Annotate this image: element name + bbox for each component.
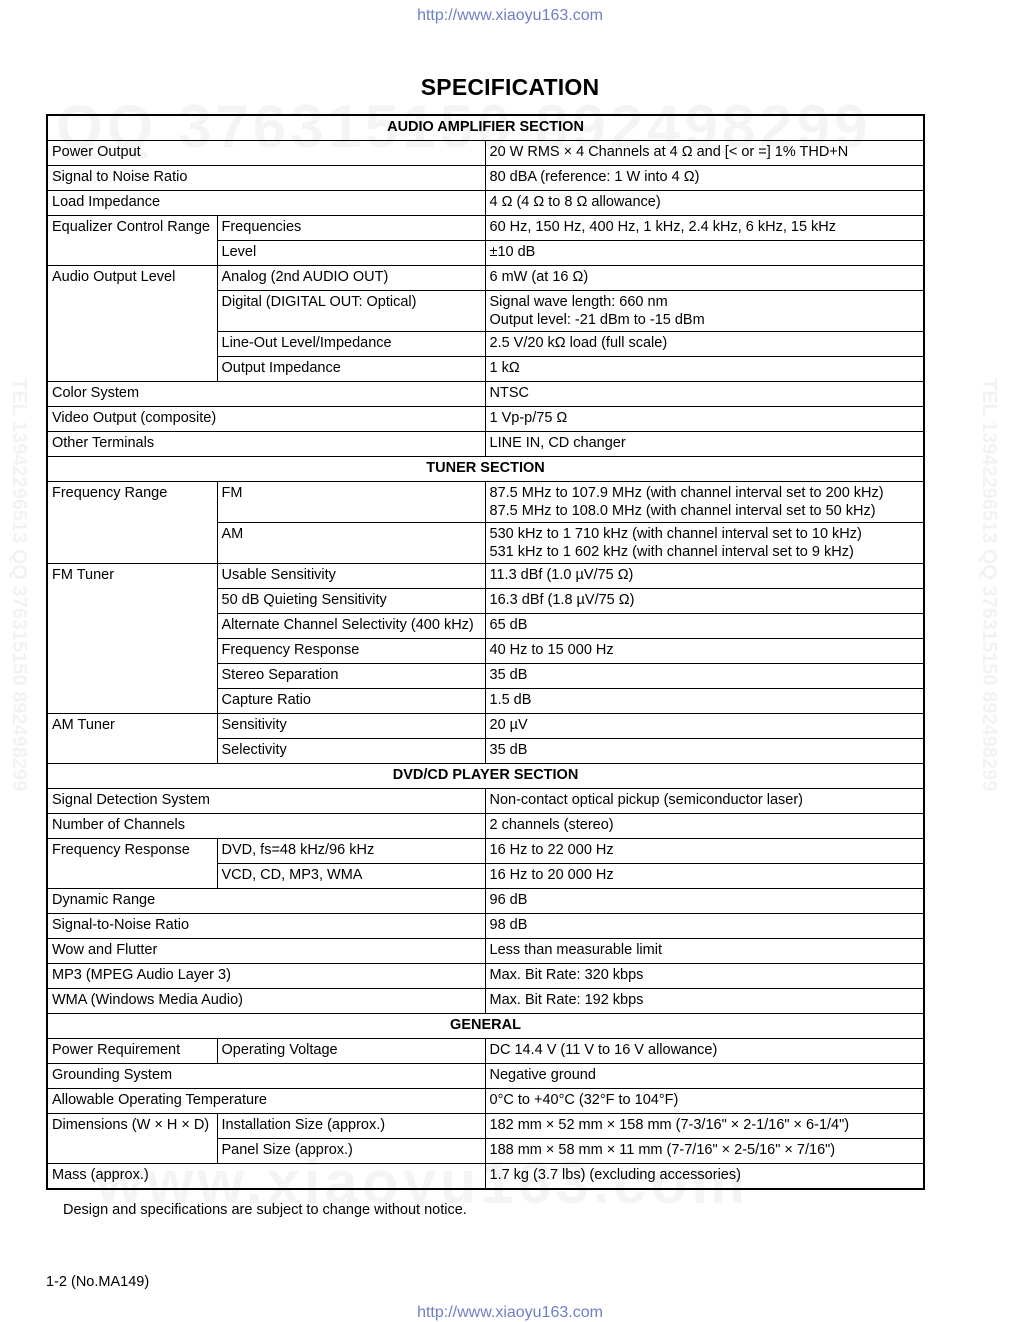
- spec-value-line: 96 dB: [489, 892, 528, 908]
- watermark-side-right: TEL 13942296513 QQ 376315150 892498299: [978, 378, 1000, 792]
- spec-label: Video Output (composite): [47, 407, 485, 432]
- spec-value: [485, 864, 924, 889]
- spec-value: [485, 1039, 924, 1064]
- spec-value-line: 35 dB: [489, 667, 528, 683]
- spec-value-line: 1 kΩ: [489, 360, 520, 376]
- table-row: [47, 989, 924, 1014]
- spec-sublabel: Capture Ratio: [217, 689, 485, 714]
- spec-sublabel: Panel Size (approx.): [217, 1139, 485, 1164]
- table-row: [47, 1164, 924, 1190]
- spec-label: MP3 (MPEG Audio Layer 3): [47, 964, 485, 989]
- spec-value: [485, 714, 924, 739]
- table-row: [47, 1064, 924, 1089]
- table-row: [47, 141, 924, 166]
- spec-value-line: 4 Ω (4 Ω to 8 Ω allowance): [489, 194, 661, 210]
- spec-table: [46, 114, 925, 1190]
- spec-value-line: 1.7 kg (3.7 lbs) (excluding accessories): [489, 1167, 741, 1183]
- spec-value-line: 20 W RMS × 4 Channels at 4 Ω and [< or =] 1% THD+N: [489, 144, 849, 160]
- spec-value-line: 16.3 dBf (1.8 µV/75 Ω): [489, 592, 635, 608]
- spec-value: [485, 664, 924, 689]
- spec-value-line: Max. Bit Rate: 320 kbps: [489, 967, 644, 983]
- table-row: [47, 714, 924, 739]
- page-title: SPECIFICATION: [420, 74, 600, 100]
- spec-value: [485, 382, 924, 407]
- spec-value: [485, 1164, 924, 1190]
- spec-value-line: Non-contact optical pickup (semiconductor laser): [489, 792, 803, 808]
- spec-label: Frequency Range: [47, 482, 217, 564]
- section-header-row: [47, 115, 924, 141]
- spec-label: Frequency Response: [47, 839, 217, 889]
- table-row: [47, 191, 924, 216]
- spec-value-line: Less than measurable limit: [489, 942, 662, 958]
- spec-value: [485, 889, 924, 914]
- spec-value: [485, 1089, 924, 1114]
- spec-value-line: 188 mm × 58 mm × 11 mm (7-7/16" × 2-5/16" × 7/16"): [489, 1142, 836, 1158]
- spec-sublabel: VCD, CD, MP3, WMA: [217, 864, 485, 889]
- spec-value-line: 1.5 dB: [489, 692, 532, 708]
- spec-value-line: 0°C to +40°C (32°F to 104°F): [489, 1092, 679, 1108]
- spec-value-line: 65 dB: [489, 617, 528, 633]
- spec-value: [485, 689, 924, 714]
- spec-value-line: 60 Hz, 150 Hz, 400 Hz, 1 kHz, 2.4 kHz, 6 kHz, 15 kHz: [489, 219, 837, 235]
- spec-value: [485, 407, 924, 432]
- spec-sublabel: Sensitivity: [217, 714, 485, 739]
- spec-label: Signal Detection System: [47, 789, 485, 814]
- spec-value-line: 2 channels (stereo): [489, 817, 614, 833]
- spec-value-line: 87.5 MHz to 108.0 MHz (with channel interval set to 50 kHz): [489, 503, 876, 519]
- spec-label: WMA (Windows Media Audio): [47, 989, 485, 1014]
- table-row: [47, 839, 924, 864]
- spec-value: [485, 266, 924, 291]
- table-row: [47, 1089, 924, 1114]
- spec-value-line: NTSC: [489, 385, 529, 401]
- spec-value-line: 87.5 MHz to 107.9 MHz (with channel interval set to 200 kHz): [489, 485, 884, 501]
- spec-label: Allowable Operating Temperature: [47, 1089, 485, 1114]
- table-row: [47, 939, 924, 964]
- spec-sublabel: Installation Size (approx.): [217, 1114, 485, 1139]
- spec-sublabel: Output Impedance: [217, 357, 485, 382]
- section-header-row: [47, 764, 924, 789]
- spec-value: [485, 523, 924, 564]
- spec-sublabel: Operating Voltage: [217, 1039, 485, 1064]
- spec-value: [485, 739, 924, 764]
- spec-value-line: LINE IN, CD changer: [489, 435, 626, 451]
- spec-sublabel: Digital (DIGITAL OUT: Optical): [217, 291, 485, 332]
- spec-value: [485, 1114, 924, 1139]
- spec-value-line: 98 dB: [489, 917, 528, 933]
- spec-label: Number of Channels: [47, 814, 485, 839]
- spec-value-line: 530 kHz to 1 710 kHz (with channel interval set to 10 kHz): [489, 526, 862, 542]
- spec-label: Dimensions (W × H × D): [47, 1114, 217, 1164]
- spec-sublabel: Frequency Response: [217, 639, 485, 664]
- table-row: [47, 964, 924, 989]
- section-title: TUNER SECTION: [47, 457, 924, 482]
- spec-value-line: Output level: -21 dBm to -15 dBm: [489, 312, 705, 328]
- spec-label: Mass (approx.): [47, 1164, 485, 1190]
- spec-sublabel: Level: [217, 241, 485, 266]
- spec-value-line: Signal wave length: 660 nm: [489, 294, 668, 310]
- watermark-side-left: TEL 13942296513 QQ 376315150 892498299: [8, 378, 30, 792]
- table-row: [47, 889, 924, 914]
- section-title: GENERAL: [47, 1014, 924, 1039]
- spec-value-line: Negative ground: [489, 1067, 596, 1083]
- spec-value: [485, 989, 924, 1014]
- table-row: [47, 1114, 924, 1139]
- header-url[interactable]: http://www.xiaoyu163.com: [417, 7, 603, 24]
- section-title: DVD/CD PLAYER SECTION: [47, 764, 924, 789]
- spec-value-line: 182 mm × 52 mm × 158 mm (7-3/16" × 2-1/16" × 6-1/4"): [489, 1117, 850, 1133]
- spec-sublabel: Alternate Channel Selectivity (400 kHz): [217, 614, 485, 639]
- spec-label: Other Terminals: [47, 432, 485, 457]
- spec-value: [485, 589, 924, 614]
- table-row: [47, 166, 924, 191]
- table-row: [47, 266, 924, 291]
- table-row: [47, 814, 924, 839]
- spec-value-line: Max. Bit Rate: 192 kbps: [489, 992, 644, 1008]
- spec-value: [485, 191, 924, 216]
- spec-value: [485, 614, 924, 639]
- spec-label: Signal to Noise Ratio: [47, 166, 485, 191]
- spec-label: Dynamic Range: [47, 889, 485, 914]
- spec-value: [485, 914, 924, 939]
- spec-value-line: DC 14.4 V (11 V to 16 V allowance): [489, 1042, 718, 1058]
- spec-label: Grounding System: [47, 1064, 485, 1089]
- spec-sublabel: Stereo Separation: [217, 664, 485, 689]
- table-row: [47, 564, 924, 589]
- spec-value: [485, 482, 924, 523]
- spec-sublabel: Line-Out Level/Impedance: [217, 332, 485, 357]
- spec-label: Power Requirement: [47, 1039, 217, 1064]
- table-row: [47, 789, 924, 814]
- spec-sublabel: Frequencies: [217, 216, 485, 241]
- spec-value-line: ±10 dB: [489, 244, 536, 260]
- table-row: [47, 1039, 924, 1064]
- spec-label: Equalizer Control Range: [47, 216, 217, 266]
- spec-value: [485, 1064, 924, 1089]
- spec-sublabel: Analog (2nd AUDIO OUT): [217, 266, 485, 291]
- spec-value: [485, 216, 924, 241]
- table-row: [47, 914, 924, 939]
- spec-value: [485, 964, 924, 989]
- spec-label: Signal-to-Noise Ratio: [47, 914, 485, 939]
- spec-value-line: 35 dB: [489, 742, 528, 758]
- footer-url[interactable]: http://www.xiaoyu163.com: [417, 1304, 603, 1321]
- spec-value: [485, 814, 924, 839]
- table-row: [47, 482, 924, 523]
- spec-label: AM Tuner: [47, 714, 217, 764]
- spec-label: Load Impedance: [47, 191, 485, 216]
- spec-value: [485, 1139, 924, 1164]
- spec-value-line: 11.3 dBf (1.0 µV/75 Ω): [489, 567, 634, 583]
- section-header-row: [47, 1014, 924, 1039]
- spec-sublabel: AM: [217, 523, 485, 564]
- spec-value-line: 2.5 V/20 kΩ load (full scale): [489, 335, 668, 351]
- spec-label: Color System: [47, 382, 485, 407]
- spec-value: [485, 357, 924, 382]
- table-row: [47, 432, 924, 457]
- spec-value-line: 16 Hz to 20 000 Hz: [489, 867, 614, 883]
- spec-value-line: 531 kHz to 1 602 kHz (with channel interval set to 9 kHz): [489, 544, 854, 560]
- spec-sublabel: FM: [217, 482, 485, 523]
- spec-sublabel: 50 dB Quieting Sensitivity: [217, 589, 485, 614]
- spec-sublabel: Selectivity: [217, 739, 485, 764]
- spec-sublabel: DVD, fs=48 kHz/96 kHz: [217, 839, 485, 864]
- spec-value-line: 20 µV: [489, 717, 528, 733]
- page-number: 1-2 (No.MA149): [46, 1274, 150, 1290]
- spec-label: Audio Output Level: [47, 266, 217, 382]
- spec-value: [485, 141, 924, 166]
- table-row: [47, 407, 924, 432]
- spec-value: [485, 639, 924, 664]
- spec-label: Wow and Flutter: [47, 939, 485, 964]
- disclaimer-note: Design and specifications are subject to change without notice.: [63, 1202, 467, 1218]
- spec-value: [485, 432, 924, 457]
- spec-value: [485, 939, 924, 964]
- table-row: [47, 382, 924, 407]
- spec-sublabel: Usable Sensitivity: [217, 564, 485, 589]
- section-header-row: [47, 457, 924, 482]
- spec-value: [485, 564, 924, 589]
- spec-value: [485, 166, 924, 191]
- section-title: AUDIO AMPLIFIER SECTION: [47, 115, 924, 141]
- spec-value: [485, 241, 924, 266]
- spec-value: [485, 291, 924, 332]
- spec-value: [485, 332, 924, 357]
- spec-value-line: 6 mW (at 16 Ω): [489, 269, 589, 285]
- spec-value-line: 16 Hz to 22 000 Hz: [489, 842, 614, 858]
- spec-value-line: 40 Hz to 15 000 Hz: [489, 642, 614, 658]
- spec-label: Power Output: [47, 141, 485, 166]
- spec-value: [485, 839, 924, 864]
- spec-label: FM Tuner: [47, 564, 217, 714]
- spec-value: [485, 789, 924, 814]
- table-row: [47, 216, 924, 241]
- spec-value-line: 1 Vp-p/75 Ω: [489, 410, 568, 426]
- spec-value-line: 80 dBA (reference: 1 W into 4 Ω): [489, 169, 700, 185]
